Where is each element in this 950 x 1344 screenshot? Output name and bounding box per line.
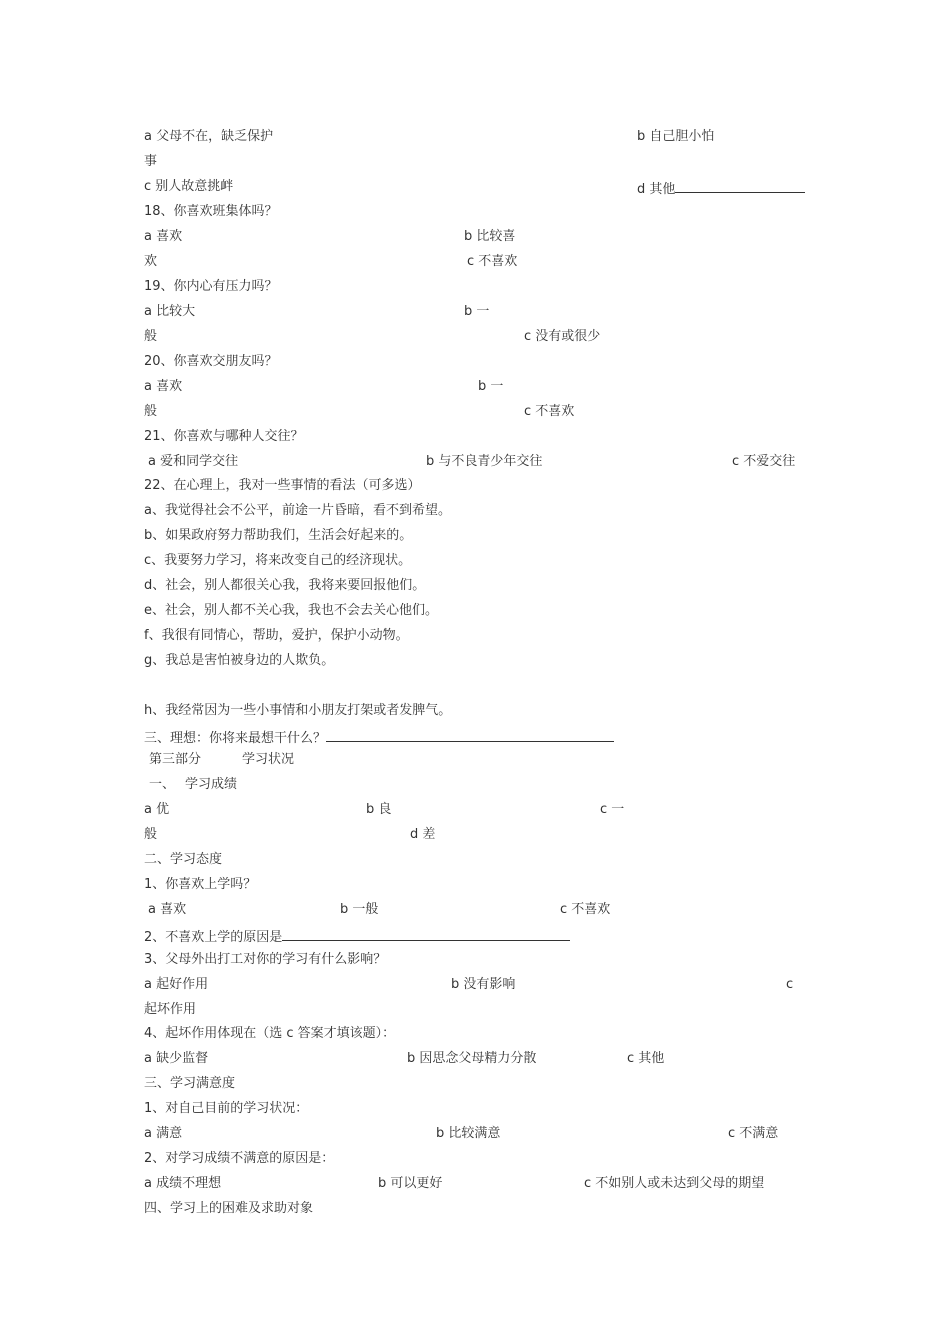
fill-blank	[282, 926, 570, 941]
q21-option-c: c 不爱交往	[732, 454, 796, 469]
q22-option-f: f、我很有同情心，帮助，爱护，保护小动物。	[144, 628, 409, 643]
s3-q1-option-a: a 满意	[144, 1126, 183, 1141]
q20-option-a: a 喜欢	[144, 379, 183, 394]
s3-q2: 2、对学习成绩不满意的原因是：	[144, 1151, 335, 1166]
s2-q4-option-a: a 缺少监督	[144, 1051, 209, 1066]
q22-option-b: b、如果政府努力帮助我们，生活会好起来的。	[144, 528, 413, 543]
q17-option-a: a 父母不在，缺乏保护	[144, 129, 274, 144]
s1-option-b: b 良	[366, 802, 392, 817]
fill-blank	[675, 178, 805, 193]
s2-q1-option-c: c 不喜欢	[560, 902, 611, 917]
s2-q3: 3、父母外出打工对你的学习有什么影响？	[144, 952, 387, 967]
q19-option-c: c 没有或很少	[524, 329, 601, 344]
s2-q1-option-b: b 一般	[340, 902, 379, 917]
s3-q2-option-b: b 可以更好	[378, 1176, 443, 1191]
q22-option-d: d、社会，别人都很关心我，我将来要回报他们。	[144, 578, 426, 593]
s1-option-a: a 优	[144, 802, 170, 817]
s3-q2-option-a: a 成绩不理想	[144, 1176, 222, 1191]
s1-option-c-cont: 般	[144, 827, 158, 842]
s2-q3-option-a: a 起好作用	[144, 977, 209, 992]
q22-option-c: c、我要努力学习，将来改变自己的经济现状。	[144, 553, 412, 568]
s3-q1-option-c: c 不满意	[728, 1126, 779, 1141]
q20-option-b-cont: 般	[144, 404, 158, 419]
section3-heading: 三、学习满意度	[144, 1076, 236, 1091]
s2-q4-option-c: c 其他	[627, 1051, 665, 1066]
q20-option-c: c 不喜欢	[524, 404, 575, 419]
q19-option-b: b 一	[464, 304, 490, 319]
q21-question: 21、你喜欢与哪种人交往？	[144, 429, 304, 444]
q17-option-c: c 别人故意挑衅	[144, 179, 234, 194]
fill-blank	[326, 727, 614, 742]
q18-question: 18、你喜欢班集体吗？	[144, 204, 278, 219]
s2-q4: 4、起坏作用体现在（选 c 答案才填该题）：	[144, 1026, 396, 1041]
s2-q4-option-b: b 因思念父母精力分散	[407, 1051, 537, 1066]
q22-option-e: e、社会，别人都不关心我，我也不会去关心他们。	[144, 603, 438, 618]
section1-title: 学习成绩	[185, 777, 238, 792]
s1-option-d: d 差	[410, 827, 436, 842]
q18-option-b-cont: 欢	[144, 254, 158, 269]
q22-option-h: h、我经常因为一些小事情和小朋友打架或者发脾气。	[144, 703, 452, 718]
q18-option-b: b 比较喜	[464, 229, 516, 244]
s2-q3-option-b: b 没有影响	[451, 977, 516, 992]
q17-option-b-cont: 事	[144, 154, 158, 169]
q18-option-a: a 喜欢	[144, 229, 183, 244]
q17-option-b: b 自己胆小怕	[637, 129, 715, 144]
q20-question: 20、你喜欢交朋友吗？	[144, 354, 278, 369]
section1-number: 一、	[149, 777, 176, 792]
q18-option-c: c 不喜欢	[467, 254, 518, 269]
q21-option-a: a 爱和同学交往	[148, 454, 239, 469]
part3-heading: 第三部分	[149, 752, 202, 767]
q22-option-g: g、我总是害怕被身边的人欺负。	[144, 653, 335, 668]
q22-question: 22、在心理上，我对一些事情的看法（可多选）	[144, 478, 421, 493]
q22-option-a: a、我觉得社会不公平，前途一片昏暗，看不到希望。	[144, 503, 451, 518]
s2-q3-option-c-cont: 起坏作用	[144, 1002, 197, 1017]
s3-q2-option-c: c 不如别人或未达到父母的期望	[584, 1176, 765, 1191]
section2-heading: 二、学习态度	[144, 852, 223, 867]
s1-option-c: c 一	[600, 802, 625, 817]
q19-option-a: a 比较大	[144, 304, 196, 319]
ideal-question: 三、理想：你将来最想干什么？	[144, 727, 614, 748]
s2-q3-option-c: c	[786, 977, 794, 992]
s2-q1-option-a: a 喜欢	[148, 902, 187, 917]
q17-option-d: d 其他	[637, 178, 805, 199]
s2-q2: 2、不喜欢上学的原因是	[144, 926, 570, 947]
q21-option-b: b 与不良青少年交往	[426, 454, 543, 469]
q19-option-b-cont: 般	[144, 329, 158, 344]
part3-title: 学习状况	[242, 752, 295, 767]
q20-option-b: b 一	[478, 379, 504, 394]
s3-q1: 1、对自己目前的学习状况：	[144, 1101, 309, 1116]
q19-question: 19、你内心有压力吗？	[144, 279, 278, 294]
section4-heading: 四、学习上的困难及求助对象	[144, 1201, 314, 1216]
s3-q1-option-b: b 比较满意	[436, 1126, 501, 1141]
s2-q1: 1、你喜欢上学吗？	[144, 877, 257, 892]
